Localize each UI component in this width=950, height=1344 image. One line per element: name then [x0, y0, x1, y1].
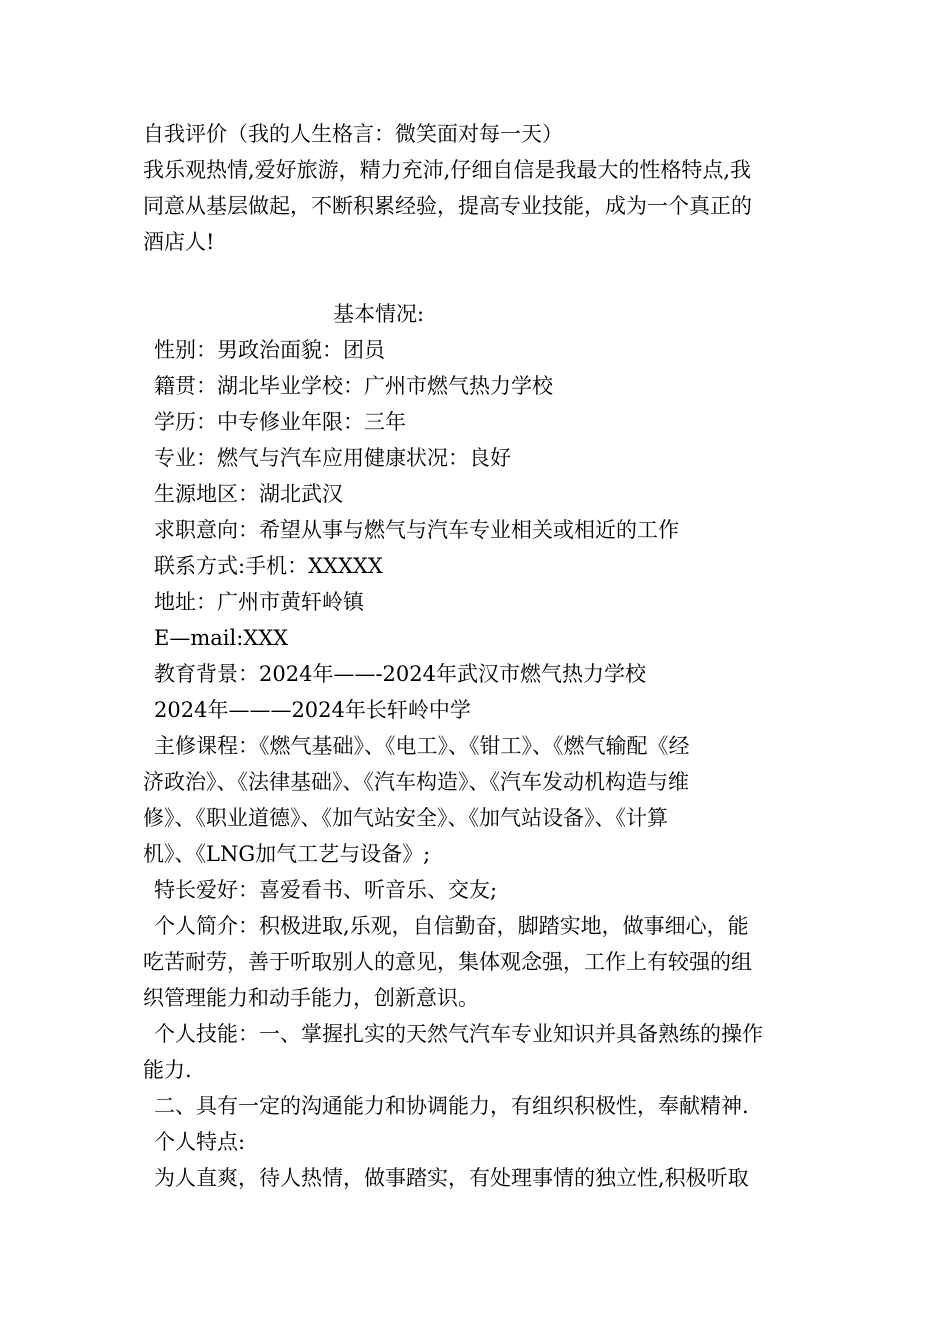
basic-info-line: 生源地区：湖北武汉	[154, 482, 343, 506]
intro-line: 织管理能力和动手能力，创新意识。	[143, 986, 479, 1010]
basic-info-line: 籍贯：湖北毕业学校：广州市燃气热力学校	[154, 374, 553, 398]
basic-info-line: 求职意向：希望从事与燃气与汽车专业相关或相近的工作	[154, 518, 679, 542]
basic-info-line: 联系方式:手机：XXXXX	[154, 554, 383, 578]
hobbies-line: 特长爱好：喜爱看书、听音乐、交友;	[154, 878, 498, 902]
courses-line: 机》、《LNG加气工艺与设备》;	[143, 842, 431, 866]
courses-line: 修》、《职业道德》、《加气站安全》、《加气站设备》、《计算	[143, 806, 668, 830]
courses-line: 主修课程：《燃气基础》、《电工》、《钳工》、《燃气输配《经	[154, 734, 690, 758]
basic-info-line: 地址：广州市黄轩岭镇	[154, 590, 364, 614]
resume-body	[143, 116, 811, 1196]
self-evaluation-line: 同意从基层做起，不断积累经验，提高专业技能，成为一个真正的	[143, 194, 752, 218]
basic-info-line: 性别：男政治面貌：团员	[154, 338, 385, 362]
skills-line: 能力.	[143, 1058, 192, 1082]
basic-info-line: 学历：中专修业年限：三年	[154, 410, 406, 434]
basic-info-line: 教育背景：2024年——-2024年武汉市燃气热力学校	[154, 662, 646, 686]
skills-line: 个人技能：一、掌握扎实的天然气汽车专业知识并具备熟练的操作	[154, 1022, 763, 1046]
basic-info-line: E—mail:XXX	[154, 626, 289, 650]
basic-info-line: 专业：燃气与汽车应用健康状况：良好	[154, 446, 511, 470]
traits-line: 为人直爽，待人热情，做事踏实，有处理事情的独立性,积极听取	[154, 1166, 749, 1190]
traits-heading: 个人特点:	[154, 1130, 246, 1154]
self-evaluation-heading: 自我评价（我的人生格言：微笑面对每一天）	[143, 122, 563, 146]
self-evaluation-line: 我乐观热情,爱好旅游，精力充沛,仔细自信是我最大的性格特点,我	[143, 158, 752, 182]
blank-line	[143, 260, 811, 296]
intro-line: 吃苦耐劳，善于听取别人的意见，集体观念强，工作上有较强的组	[143, 950, 752, 974]
basic-info-heading: 基本情况:	[333, 302, 425, 326]
intro-line: 个人简介：积极进取,乐观，自信勤奋，脚踏实地，做事细心，能	[154, 914, 749, 938]
courses-line: 济政治》、《法律基础》、《汽车构造》、《汽车发动机构造与维	[143, 770, 689, 794]
basic-info-line: 2024年———2024年长轩岭中学	[154, 698, 471, 722]
self-evaluation-line: 酒店人!	[143, 230, 215, 254]
skills-line: 二、具有一定的沟通能力和协调能力，有组织积极性，奉献精神.	[154, 1094, 749, 1118]
